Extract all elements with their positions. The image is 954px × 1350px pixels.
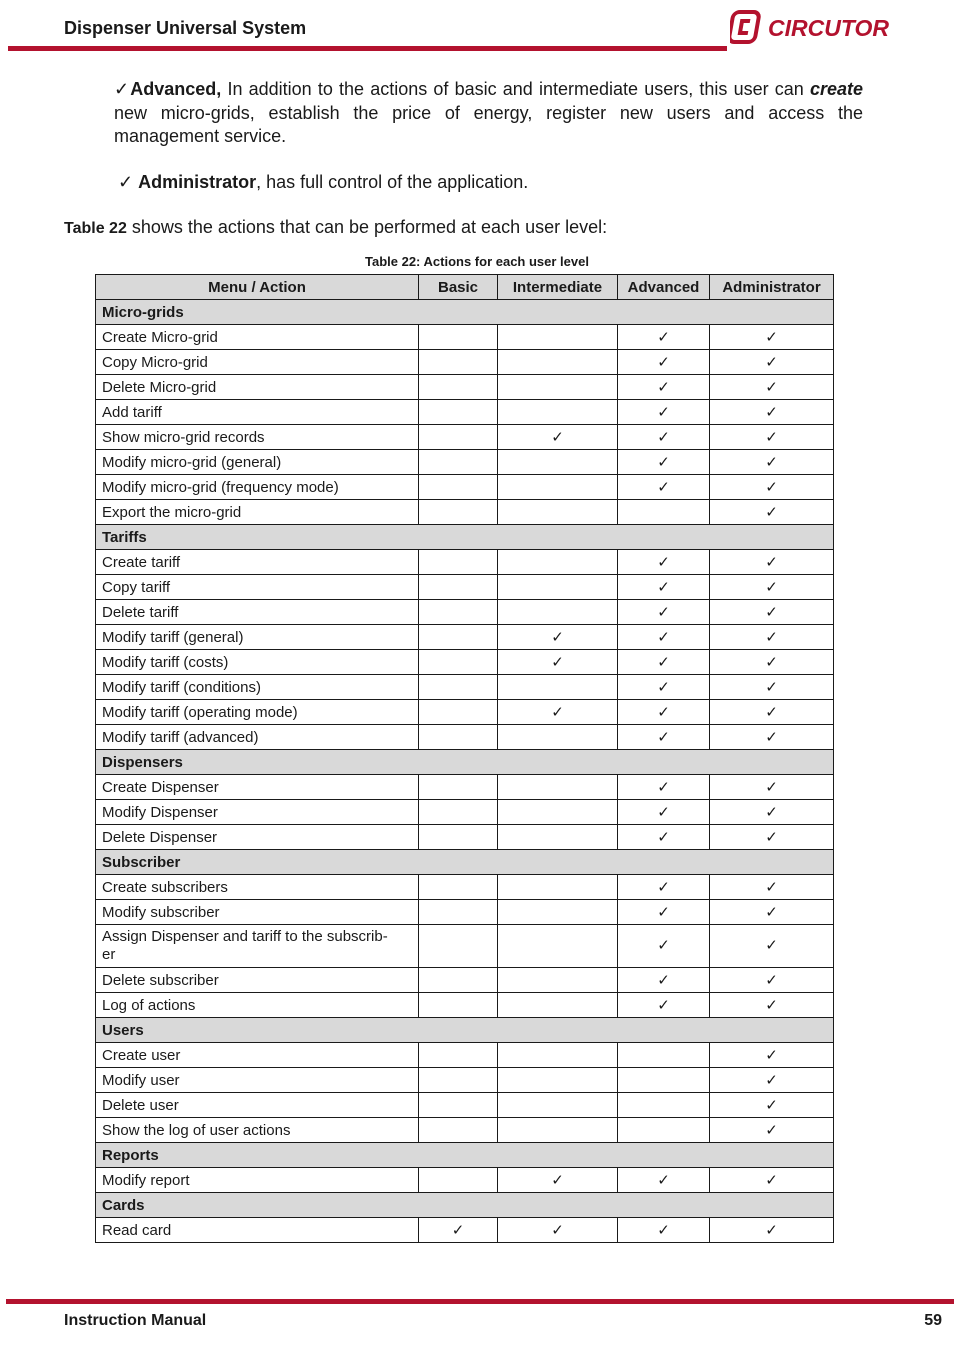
check-icon: ✓ xyxy=(710,500,834,525)
empty-cell xyxy=(419,825,498,850)
empty-cell xyxy=(419,425,498,450)
empty-cell xyxy=(419,875,498,900)
action-label: Export the micro-grid xyxy=(96,500,419,525)
empty-cell xyxy=(419,675,498,700)
empty-cell xyxy=(419,500,498,525)
section-row xyxy=(96,1193,834,1218)
table-row xyxy=(96,600,834,625)
empty-cell xyxy=(498,925,618,968)
check-icon: ✓ xyxy=(618,675,710,700)
empty-cell xyxy=(498,1043,618,1068)
check-icon: ✓ xyxy=(618,875,710,900)
administrator-label: Administrator xyxy=(138,172,257,192)
empty-cell xyxy=(618,1118,710,1143)
check-icon: ✓ xyxy=(710,800,834,825)
action-label: Modify report xyxy=(96,1168,419,1193)
empty-cell xyxy=(419,650,498,675)
empty-cell xyxy=(419,350,498,375)
action-label: Modify tariff (advanced) xyxy=(96,725,419,750)
table-row xyxy=(96,350,834,375)
footer-document-title: Instruction Manual xyxy=(64,1312,207,1329)
table-row xyxy=(96,1043,834,1068)
check-icon: ✓ xyxy=(618,1218,710,1243)
check-icon: ✓ xyxy=(618,650,710,675)
advanced-user-paragraph: ✓Advanced, In addition to the actions of basic and intermediate users, this user can create new micro-grids, establish the price of energy, register new users and access the management service. xyxy=(114,79,863,146)
empty-cell xyxy=(419,325,498,350)
table-row xyxy=(96,400,834,425)
empty-cell xyxy=(419,968,498,993)
check-icon: ✓ xyxy=(710,325,834,350)
empty-cell xyxy=(419,993,498,1018)
footer-rule xyxy=(6,1299,954,1304)
section-title: Micro-grids xyxy=(96,300,834,325)
section-title: Reports xyxy=(96,1143,834,1168)
check-icon: ✓ xyxy=(618,993,710,1018)
action-label: Create subscribers xyxy=(96,875,419,900)
section-title: Cards xyxy=(96,1193,834,1218)
check-icon: ✓ xyxy=(618,775,710,800)
header-rule xyxy=(8,46,727,51)
actions-table xyxy=(95,274,834,1243)
table-row xyxy=(96,875,834,900)
header-administrator: Administrator xyxy=(710,275,834,300)
empty-cell xyxy=(419,800,498,825)
empty-cell xyxy=(498,993,618,1018)
check-icon: ✓ xyxy=(498,1218,618,1243)
check-icon: ✓ xyxy=(710,993,834,1018)
action-label: Modify tariff (costs) xyxy=(96,650,419,675)
check-icon: ✓ xyxy=(710,1168,834,1193)
check-icon: ✓ xyxy=(710,1218,834,1243)
check-icon: ✓ xyxy=(710,400,834,425)
check-icon: ✓ xyxy=(618,900,710,925)
action-label: Delete Micro-grid xyxy=(96,375,419,400)
action-label: Create Micro-grid xyxy=(96,325,419,350)
check-icon: ✓ xyxy=(710,968,834,993)
empty-cell xyxy=(498,675,618,700)
action-label: Modify tariff (operating mode) xyxy=(96,700,419,725)
action-label: Delete tariff xyxy=(96,600,419,625)
check-icon: ✓ xyxy=(618,550,710,575)
check-icon: ✓ xyxy=(710,450,834,475)
table-row xyxy=(96,475,834,500)
action-label: Create tariff xyxy=(96,550,419,575)
check-icon: ✓ xyxy=(618,325,710,350)
empty-cell xyxy=(618,1043,710,1068)
table-row xyxy=(96,725,834,750)
table-row xyxy=(96,925,834,968)
header-basic: Basic xyxy=(419,275,498,300)
empty-cell xyxy=(419,725,498,750)
empty-cell xyxy=(419,400,498,425)
check-icon: ✓ xyxy=(618,800,710,825)
action-label: Create user xyxy=(96,1043,419,1068)
action-label: Copy tariff xyxy=(96,575,419,600)
empty-cell xyxy=(498,1068,618,1093)
check-icon: ✓ xyxy=(710,1093,834,1118)
check-icon: ✓ xyxy=(618,925,710,968)
table-row xyxy=(96,1118,834,1143)
check-icon: ✓ xyxy=(710,1118,834,1143)
action-label-line: er xyxy=(102,946,116,963)
check-icon: ✓ xyxy=(710,650,834,675)
action-label: Modify subscriber xyxy=(96,900,419,925)
empty-cell xyxy=(498,968,618,993)
action-label xyxy=(96,925,419,968)
table-row xyxy=(96,625,834,650)
action-label: Delete subscriber xyxy=(96,968,419,993)
table-row xyxy=(96,550,834,575)
check-icon: ✓ xyxy=(710,550,834,575)
table-row xyxy=(96,500,834,525)
action-label: Modify tariff (conditions) xyxy=(96,675,419,700)
check-icon: ✓ xyxy=(618,968,710,993)
empty-cell xyxy=(419,600,498,625)
create-emphasis: create xyxy=(809,79,863,99)
empty-cell xyxy=(618,1068,710,1093)
empty-cell xyxy=(618,1093,710,1118)
empty-cell xyxy=(419,1043,498,1068)
empty-cell xyxy=(419,1093,498,1118)
check-icon: ✓ xyxy=(710,725,834,750)
empty-cell xyxy=(498,400,618,425)
check-icon: ✓ xyxy=(114,79,131,99)
section-title: Users xyxy=(96,1018,834,1043)
empty-cell xyxy=(419,450,498,475)
check-icon: ✓ xyxy=(618,450,710,475)
action-label: Create Dispenser xyxy=(96,775,419,800)
check-icon: ✓ xyxy=(710,425,834,450)
table-row xyxy=(96,450,834,475)
section-title: Subscriber xyxy=(96,850,834,875)
table-body xyxy=(96,300,834,1243)
advanced-label: Advanced, xyxy=(130,79,222,99)
empty-cell xyxy=(419,1068,498,1093)
table-intro-paragraph: Table 22 shows the actions that can be performed at each user level: xyxy=(64,217,608,237)
empty-cell xyxy=(498,500,618,525)
empty-cell xyxy=(419,550,498,575)
page-number: 59 xyxy=(924,1312,942,1329)
check-icon: ✓ xyxy=(498,650,618,675)
action-label: Add tariff xyxy=(96,400,419,425)
check-icon: ✓ xyxy=(710,575,834,600)
action-label: Modify micro-grid (frequency mode) xyxy=(96,475,419,500)
table-row xyxy=(96,1068,834,1093)
empty-cell xyxy=(419,700,498,725)
table-row xyxy=(96,675,834,700)
empty-cell xyxy=(498,325,618,350)
check-icon: ✓ xyxy=(710,900,834,925)
check-icon: ✓ xyxy=(710,375,834,400)
empty-cell xyxy=(498,825,618,850)
check-icon: ✓ xyxy=(618,350,710,375)
header-intermediate: Intermediate xyxy=(498,275,618,300)
check-icon: ✓ xyxy=(710,350,834,375)
empty-cell xyxy=(419,375,498,400)
empty-cell xyxy=(498,475,618,500)
empty-cell xyxy=(498,725,618,750)
table-caption: Table 22: Actions for each user level xyxy=(365,254,589,269)
table-row xyxy=(96,1218,834,1243)
empty-cell xyxy=(498,350,618,375)
table-row xyxy=(96,425,834,450)
check-icon: ✓ xyxy=(618,375,710,400)
empty-cell xyxy=(498,800,618,825)
empty-cell xyxy=(498,775,618,800)
action-label: Modify Dispenser xyxy=(96,800,419,825)
check-icon: ✓ xyxy=(710,625,834,650)
empty-cell xyxy=(498,1118,618,1143)
check-icon: ✓ xyxy=(618,575,710,600)
empty-cell xyxy=(419,1168,498,1193)
check-icon: ✓ xyxy=(618,600,710,625)
check-icon: ✓ xyxy=(710,925,834,968)
action-label: Delete Dispenser xyxy=(96,825,419,850)
table-row xyxy=(96,1168,834,1193)
table-row xyxy=(96,375,834,400)
section-row xyxy=(96,750,834,775)
action-label: Log of actions xyxy=(96,993,419,1018)
table-row xyxy=(96,650,834,675)
section-title: Dispensers xyxy=(96,750,834,775)
circutor-logo-icon xyxy=(730,12,760,42)
circutor-logo-text: CIRCUTOR xyxy=(768,15,889,41)
empty-cell xyxy=(498,875,618,900)
check-icon: ✓ xyxy=(618,425,710,450)
section-row xyxy=(96,525,834,550)
table-row xyxy=(96,825,834,850)
check-icon: ✓ xyxy=(710,600,834,625)
check-icon: ✓ xyxy=(498,1168,618,1193)
table-row xyxy=(96,800,834,825)
check-icon: ✓ xyxy=(710,1043,834,1068)
empty-cell xyxy=(498,375,618,400)
check-icon: ✓ xyxy=(618,625,710,650)
check-icon: ✓ xyxy=(710,675,834,700)
section-row xyxy=(96,1018,834,1043)
check-icon: ✓ xyxy=(710,1068,834,1093)
action-label: Modify tariff (general) xyxy=(96,625,419,650)
check-icon: ✓ xyxy=(710,825,834,850)
circutor-logo xyxy=(730,10,910,44)
check-icon: ✓ xyxy=(419,1218,498,1243)
check-icon: ✓ xyxy=(498,625,618,650)
check-icon: ✓ xyxy=(618,700,710,725)
action-label: Modify micro-grid (general) xyxy=(96,450,419,475)
action-label: Read card xyxy=(96,1218,419,1243)
check-icon: ✓ xyxy=(710,775,834,800)
table-row xyxy=(96,575,834,600)
check-icon: ✓ xyxy=(618,725,710,750)
empty-cell xyxy=(498,575,618,600)
action-label: Show micro-grid records xyxy=(96,425,419,450)
empty-cell xyxy=(419,625,498,650)
table-row xyxy=(96,900,834,925)
check-icon: ✓ xyxy=(710,700,834,725)
table-row xyxy=(96,700,834,725)
check-icon: ✓ xyxy=(618,825,710,850)
check-icon: ✓ xyxy=(618,475,710,500)
empty-cell xyxy=(618,500,710,525)
table-header-row xyxy=(96,275,834,300)
table-row xyxy=(96,1093,834,1118)
action-label-line: Assign Dispenser and tariff to the subscrib- xyxy=(102,928,388,945)
section-row xyxy=(96,300,834,325)
empty-cell xyxy=(498,600,618,625)
empty-cell xyxy=(419,775,498,800)
empty-cell xyxy=(419,900,498,925)
administrator-paragraph: ✓ Administrator, has full control of the application. xyxy=(114,171,863,195)
check-icon: ✓ xyxy=(118,172,139,192)
check-icon: ✓ xyxy=(498,700,618,725)
empty-cell xyxy=(498,550,618,575)
check-icon: ✓ xyxy=(618,1168,710,1193)
table-row xyxy=(96,993,834,1018)
section-row xyxy=(96,850,834,875)
empty-cell xyxy=(419,1118,498,1143)
check-icon: ✓ xyxy=(618,400,710,425)
table-row xyxy=(96,968,834,993)
header-menu-action: Menu / Action xyxy=(96,275,419,300)
action-label: Delete user xyxy=(96,1093,419,1118)
empty-cell xyxy=(419,925,498,968)
check-icon: ✓ xyxy=(710,875,834,900)
table-row xyxy=(96,325,834,350)
action-label: Copy Micro-grid xyxy=(96,350,419,375)
table-reference: Table 22 xyxy=(64,220,127,237)
header-advanced: Advanced xyxy=(618,275,710,300)
section-row xyxy=(96,1143,834,1168)
empty-cell xyxy=(498,450,618,475)
section-title: Tariffs xyxy=(96,525,834,550)
check-icon: ✓ xyxy=(498,425,618,450)
page-header-title: Dispenser Universal System xyxy=(64,18,307,38)
action-label: Modify user xyxy=(96,1068,419,1093)
empty-cell xyxy=(419,475,498,500)
empty-cell xyxy=(498,1093,618,1118)
empty-cell xyxy=(498,900,618,925)
check-icon: ✓ xyxy=(710,475,834,500)
table-row xyxy=(96,775,834,800)
action-label: Show the log of user actions xyxy=(96,1118,419,1143)
empty-cell xyxy=(419,575,498,600)
